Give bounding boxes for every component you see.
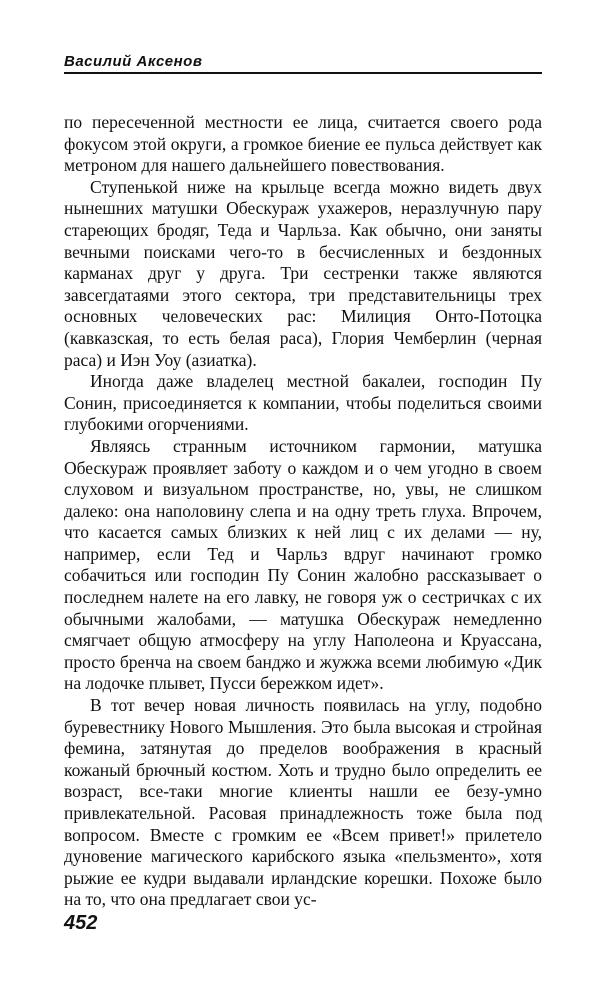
- paragraph: Иногда даже владелец местной бакалеи, господин Пу Сонин, присоединяется к компании, чтобы поделиться своими глубокими огорчениями.: [64, 371, 542, 435]
- paragraph: В тот вечер новая личность появилась на углу, подобно буревестнику Нового Мышления. Это была высокая и стройная фемина, затянутая до пределов воображения в красный кожаный брючный костюм. Хоть и трудно было определить ее возраст, все-таки многие клиенты нашли ее безу-умно привлекательной. Расовая принадлежность тоже была под вопросом. Вместе с громким ее «Всем привет!» прилетело дуновение магического карибского языка «пельзменто», хотя рыжие ее кудри выдавали ирландские корешки. Похоже было на то, что она предлагает свои ус-: [64, 695, 542, 910]
- body-text: [64, 112, 542, 911]
- page-number: 452: [64, 912, 98, 934]
- running-head-author: Василий Аксенов: [64, 53, 203, 70]
- running-head: [64, 50, 542, 74]
- paragraph: по пересеченной местности ее лица, считается своего рода фокусом этой округи, а громкое биение ее пульса действует как метроном для нашего дальнейшего повествования.: [64, 112, 542, 176]
- paragraph: Ступенькой ниже на крыльце всегда можно видеть двух нынешних матушки Обескураж ухажеров, неразлучную пару стареющих бродяг, Теда и Чарльза. Как обычно, они заняты вечными поисками чего-то в бесчисленных и бездонных карманах друг у друга. Три сестренки также являются завсегдатаями этого сектора, три представительницы трех основных человеческих рас: Милиция Онто-Потоцка (кавказская, то есть белая раса), Глория Чемберлин (черная раса) и Иэн Уоу (азиатка).: [64, 176, 542, 370]
- paragraph: Являясь странным источником гармонии, матушка Обескураж проявляет заботу о каждом и о чем угодно в своем слуховом и визуальном пространстве, но, увы, не слишком далеко: она наполовину слепа и на одну треть глуха. Впрочем, что касается самых близких к ней лиц с их делами — ну, например, если Тед и Чарльз вдруг начинают громко собачиться или господин Пу Сонин жалобно рассказывает о последнем налете на его лавку, не говоря уж о сестричках с их обычными жалобами, — матушка Обескураж немедленно смягчает общую атмосферу на углу Наполеона и Круассана, просто бренча на своем банджо и жужжа всеми любимую «Дик на лодочке плывет, Пусси бережком идет».: [64, 435, 542, 694]
